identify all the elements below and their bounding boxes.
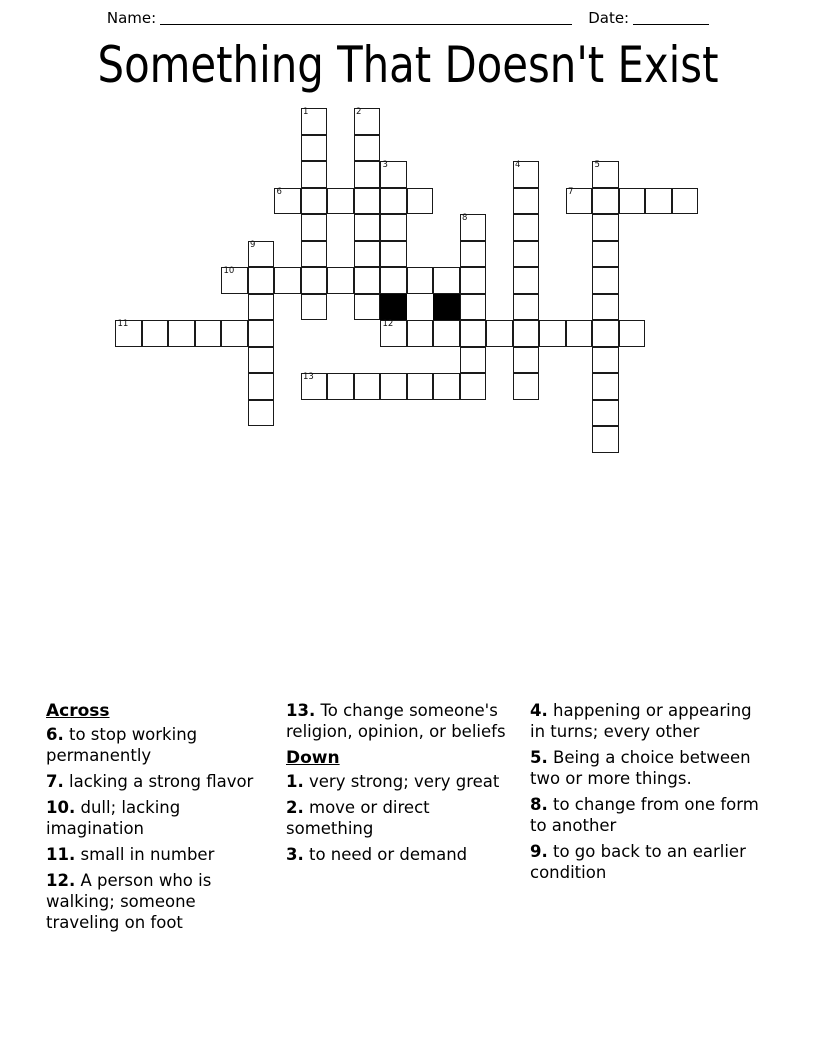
grid-cell[interactable] bbox=[539, 320, 566, 347]
grid-cell[interactable] bbox=[301, 373, 328, 400]
grid-cell[interactable] bbox=[380, 267, 407, 294]
grid-cell[interactable] bbox=[301, 267, 328, 294]
grid-cell-number: 8 bbox=[462, 213, 468, 223]
grid-cell[interactable] bbox=[433, 267, 460, 294]
grid-cell[interactable] bbox=[592, 347, 619, 374]
grid-cell[interactable] bbox=[354, 373, 381, 400]
clue-text: to go back to an earlier condition bbox=[530, 842, 746, 882]
grid-cell[interactable] bbox=[380, 373, 407, 400]
grid-cell[interactable] bbox=[513, 161, 540, 188]
page-title: Something That Doesn't Exist bbox=[97, 36, 719, 94]
clue-across-10 bbox=[46, 797, 269, 839]
grid-block bbox=[380, 294, 407, 321]
grid-cell[interactable] bbox=[592, 188, 619, 215]
grid-cell[interactable] bbox=[274, 267, 301, 294]
grid-cell-number: 10 bbox=[223, 266, 235, 276]
grid-cell-number: 9 bbox=[250, 239, 256, 250]
clue-down-1 bbox=[286, 771, 514, 792]
grid-cell[interactable] bbox=[301, 135, 328, 162]
clue-down-4 bbox=[530, 700, 760, 742]
grid-cell[interactable] bbox=[672, 188, 699, 215]
grid-cell[interactable] bbox=[354, 108, 381, 135]
grid-cell[interactable] bbox=[354, 135, 381, 162]
grid-cell[interactable] bbox=[221, 267, 248, 294]
grid-cell[interactable] bbox=[354, 241, 381, 268]
clue-text: move or direct something bbox=[286, 798, 430, 838]
grid-cell[interactable] bbox=[327, 373, 354, 400]
grid-cell[interactable] bbox=[460, 373, 487, 400]
grid-cell[interactable] bbox=[248, 347, 275, 374]
grid-cell[interactable] bbox=[566, 320, 593, 347]
clue-number: 2. bbox=[286, 798, 304, 817]
grid-cell-number: 1 bbox=[303, 107, 309, 117]
grid-cell-number: 6 bbox=[276, 186, 282, 197]
grid-cell[interactable] bbox=[592, 267, 619, 294]
grid-cell[interactable] bbox=[513, 373, 540, 400]
clue-text: to change from one form to another bbox=[530, 795, 759, 835]
clue-text: to need or demand bbox=[309, 845, 468, 864]
clue-number: 4. bbox=[530, 701, 548, 720]
clue-down-5 bbox=[530, 747, 760, 789]
clue-text: happening or appearing in turns; every other bbox=[530, 701, 752, 741]
across-heading: Across bbox=[46, 701, 110, 721]
clue-across-6 bbox=[46, 724, 269, 766]
clue-text: lacking a strong flavor bbox=[69, 772, 254, 791]
clue-number: 13. bbox=[286, 701, 316, 720]
grid-cell[interactable] bbox=[301, 294, 328, 321]
grid-cell[interactable] bbox=[407, 188, 434, 215]
grid-cell-number: 13 bbox=[303, 372, 314, 382]
clue-text: very strong; very great bbox=[309, 772, 500, 791]
grid-cell[interactable] bbox=[407, 267, 434, 294]
grid-cell[interactable] bbox=[619, 320, 646, 347]
crossword-grid[interactable] bbox=[0, 0, 816, 430]
grid-cell[interactable] bbox=[592, 373, 619, 400]
grid-cell[interactable] bbox=[248, 267, 275, 294]
grid-cell[interactable] bbox=[433, 373, 460, 400]
grid-cell[interactable] bbox=[301, 108, 328, 135]
clue-column-2 bbox=[286, 700, 514, 870]
down-heading: Down bbox=[286, 748, 340, 768]
grid-cell-number: 5 bbox=[594, 160, 600, 170]
date-label: Date: bbox=[588, 9, 630, 27]
grid-cell[interactable] bbox=[354, 267, 381, 294]
grid-cell[interactable] bbox=[354, 214, 381, 241]
grid-cell[interactable] bbox=[460, 347, 487, 374]
grid-cell[interactable] bbox=[566, 188, 593, 215]
grid-cell[interactable] bbox=[513, 267, 540, 294]
grid-cell[interactable] bbox=[115, 320, 142, 347]
clue-down-3 bbox=[286, 844, 514, 865]
clue-number: 10. bbox=[46, 798, 76, 817]
grid-cell[interactable] bbox=[592, 426, 619, 453]
grid-cell[interactable] bbox=[407, 373, 434, 400]
clue-number: 5. bbox=[530, 748, 548, 767]
clue-across-7 bbox=[46, 771, 269, 792]
grid-cell-number: 11 bbox=[117, 319, 129, 329]
grid-cell[interactable] bbox=[513, 241, 540, 268]
grid-cell[interactable] bbox=[513, 347, 540, 374]
grid-cell[interactable] bbox=[195, 320, 222, 347]
clue-text: to stop working permanently bbox=[46, 725, 198, 765]
clue-across-11 bbox=[46, 844, 269, 865]
grid-cell[interactable] bbox=[301, 214, 328, 241]
grid-cell[interactable] bbox=[248, 400, 275, 427]
grid-cell[interactable] bbox=[380, 320, 407, 347]
grid-block bbox=[433, 294, 460, 321]
grid-cell[interactable] bbox=[168, 320, 195, 347]
grid-cell-number: 7 bbox=[568, 186, 574, 197]
grid-cell[interactable] bbox=[460, 241, 487, 268]
grid-cell[interactable] bbox=[248, 320, 275, 347]
grid-cell[interactable] bbox=[592, 320, 619, 347]
clue-number: 12. bbox=[46, 871, 76, 890]
grid-cell[interactable] bbox=[354, 161, 381, 188]
clue-number: 6. bbox=[46, 725, 64, 744]
clue-text: small in number bbox=[80, 845, 215, 864]
grid-cell[interactable] bbox=[460, 320, 487, 347]
grid-cell[interactable] bbox=[354, 188, 381, 215]
clue-column-1 bbox=[46, 700, 269, 938]
grid-cell[interactable] bbox=[380, 188, 407, 215]
grid-cell[interactable] bbox=[513, 320, 540, 347]
grid-cell[interactable] bbox=[301, 161, 328, 188]
grid-cell-number: 12 bbox=[382, 319, 394, 329]
clue-number: 11. bbox=[46, 845, 76, 864]
grid-cell[interactable] bbox=[460, 294, 487, 321]
grid-cell[interactable] bbox=[513, 214, 540, 241]
grid-cell[interactable] bbox=[433, 320, 460, 347]
clue-text: Being a choice between two or more things. bbox=[530, 748, 751, 788]
grid-cell[interactable] bbox=[407, 320, 434, 347]
clue-number: 3. bbox=[286, 845, 304, 864]
grid-cell-number: 4 bbox=[515, 160, 521, 170]
name-label: Name: bbox=[106, 9, 157, 27]
grid-cell[interactable] bbox=[380, 241, 407, 268]
clue-number: 8. bbox=[530, 795, 548, 814]
grid-cell[interactable] bbox=[513, 294, 540, 321]
grid-cell[interactable] bbox=[248, 241, 275, 268]
clue-across-13 bbox=[286, 700, 514, 742]
grid-cell[interactable] bbox=[513, 188, 540, 215]
grid-cell[interactable] bbox=[327, 267, 354, 294]
clue-number: 7. bbox=[46, 772, 64, 791]
grid-cell[interactable] bbox=[380, 161, 407, 188]
grid-cell[interactable] bbox=[274, 188, 301, 215]
clue-down-9 bbox=[530, 841, 760, 883]
clue-lists bbox=[0, 700, 816, 1000]
clue-column-3 bbox=[530, 700, 760, 888]
clue-number: 9. bbox=[530, 842, 548, 861]
clue-text: dull; lacking imagination bbox=[46, 798, 181, 838]
grid-cell[interactable] bbox=[248, 373, 275, 400]
grid-cell[interactable] bbox=[592, 400, 619, 427]
grid-cell[interactable] bbox=[460, 214, 487, 241]
clue-text: A person who is walking; someone traveling on foot bbox=[46, 871, 212, 932]
clue-down-2 bbox=[286, 797, 514, 839]
grid-cell[interactable] bbox=[460, 267, 487, 294]
clue-down-8 bbox=[530, 794, 760, 836]
clue-number: 1. bbox=[286, 772, 304, 791]
grid-cell[interactable] bbox=[619, 188, 646, 215]
grid-cell[interactable] bbox=[592, 241, 619, 268]
grid-cell-number: 3 bbox=[382, 160, 388, 170]
grid-cell[interactable] bbox=[142, 320, 169, 347]
grid-cell[interactable] bbox=[592, 161, 619, 188]
grid-cell[interactable] bbox=[592, 214, 619, 241]
grid-cell[interactable] bbox=[380, 214, 407, 241]
grid-cell[interactable] bbox=[354, 294, 381, 321]
clue-across-12 bbox=[46, 870, 269, 933]
clue-text: To change someone's religion, opinion, or beliefs bbox=[286, 701, 506, 741]
grid-cell[interactable] bbox=[592, 294, 619, 321]
grid-cell-number: 2 bbox=[356, 107, 362, 117]
grid-cell[interactable] bbox=[221, 320, 248, 347]
grid-cell[interactable] bbox=[327, 188, 354, 215]
grid-cell[interactable] bbox=[301, 188, 328, 215]
grid-cell[interactable] bbox=[645, 188, 672, 215]
grid-cell[interactable] bbox=[248, 294, 275, 321]
grid-cell[interactable] bbox=[486, 320, 513, 347]
grid-cell[interactable] bbox=[301, 241, 328, 268]
